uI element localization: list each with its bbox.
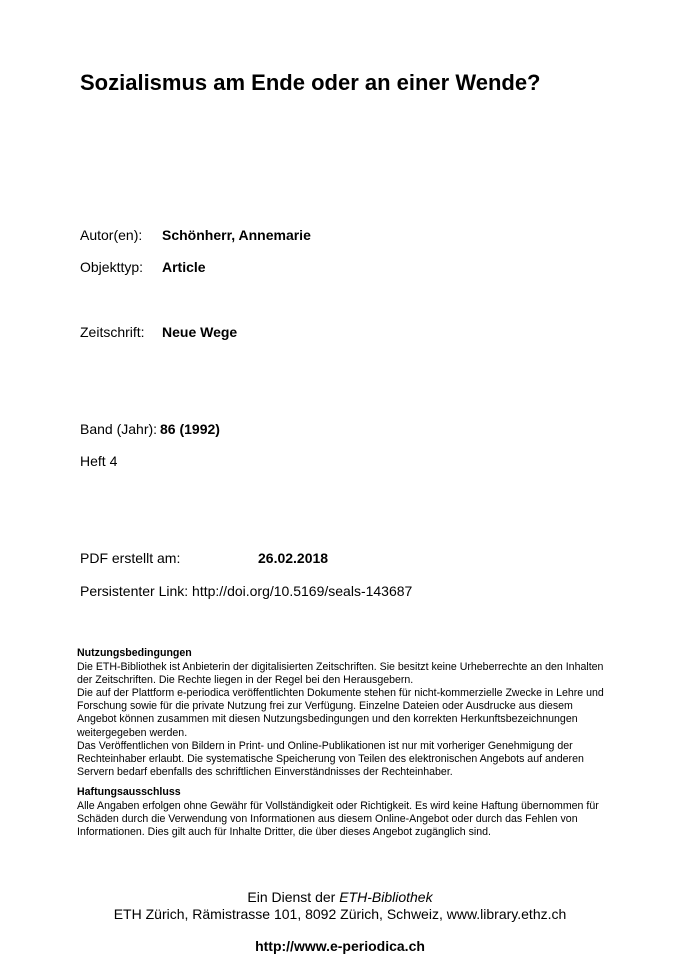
page-title: Sozialismus am Ende oder an einer Wende? [80,70,541,95]
author-value: Schönherr, Annemarie [162,227,311,243]
service-prefix: Ein Dienst der [247,889,340,905]
volume-value: 86 (1992) [160,421,220,437]
journal-value: Neue Wege [162,324,238,340]
disclaimer-paragraph: Alle Angaben erfolgen ohne Gewähr für Vollständigkeit oder Richtigkeit. Es wird keine Haftung übernommen für Schäden durch die Verwendung von Informationen aus diesem Online-Angebot oder durch das Fehlen von Informationen. Dies gilt auch für Inhalte Dritter, die über dieses Angebot zugänglich sind. [77,800,599,839]
terms-heading: Nutzungsbedingungen [77,647,192,659]
terms-section [77,647,607,839]
type-label: Objekttyp: [80,259,144,275]
pdf-created-label: PDF erstellt am: [80,550,181,566]
e-periodica-link[interactable]: http://www.e-periodica.ch [255,938,425,954]
terms-paragraph-3: Das Veröffentlichen von Bildern in Print- und Online-Publikationen ist nur mit vorheriger Genehmigung der Rechteinhaber erlaubt. Die systematische Speicherung von Teilen des elektronischen Angebots auf anderen Servern bedarf ebenfalls des schriftlichen Einverständnisses der Rechteinhaber. [77,739,584,778]
service-name: ETH-Bibliothek [339,889,433,905]
terms-paragraph-2: Die auf der Plattform e-periodica veröffentlichten Dokumente stehen für nicht-kommerzielle Zwecke in Lehre und Forschung sowie für die private Nutzung frei zur Verfügung. Einzelne Dateien oder Ausdrucke aus diesem Angebot können zusammen mit diesen Nutzungsbedingungen und den korrekten Herkunftsbezeichnungen weitergegeben werden. [77,687,604,739]
address-line: ETH Zürich, Rämistrasse 101, 8092 Zürich, Schweiz, www.library.ethz.ch [113,906,567,922]
type-value: Article [162,259,206,275]
pdf-created-value: 26.02.2018 [258,550,329,566]
issue-label: Heft 4 [80,453,118,469]
persistent-link[interactable]: Persistenter Link: http://doi.org/10.5169/seals-143687 [80,583,413,599]
service-line [0,889,680,905]
journal-label: Zeitschrift: [80,324,145,340]
volume-label: Band (Jahr): [80,421,158,437]
author-label: Autor(en): [80,227,143,243]
terms-paragraph-1: Die ETH-Bibliothek ist Anbieterin der digitalisierten Zeitschriften. Sie besitzt keine Urheberrechte an den Inhalten der Zeitschriften. Die Rechte liegen in der Regel bei den Herausgebern. [77,661,604,687]
disclaimer-heading: Haftungsausschluss [77,785,181,798]
